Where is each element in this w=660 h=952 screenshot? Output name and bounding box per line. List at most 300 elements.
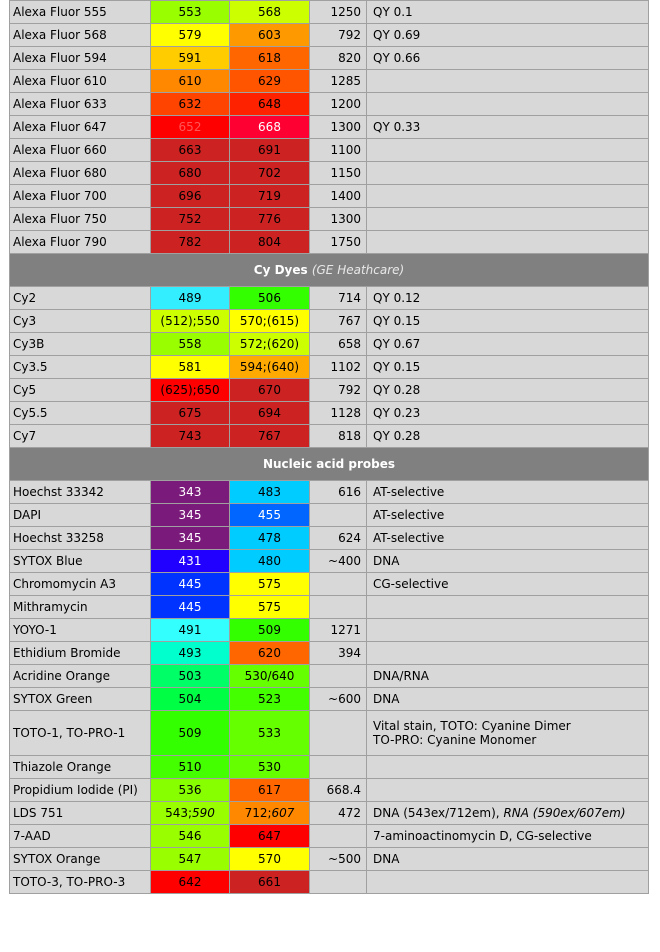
table-row [10, 711, 649, 756]
notes-text-line2: TO-PRO: Cyanine Monomer [373, 733, 537, 747]
emission-value: 670 [258, 383, 281, 397]
dye-name-cell [10, 425, 151, 448]
dye-name: Chromomycin A3 [13, 577, 117, 591]
dye-name-cell [10, 779, 151, 802]
dye-name-cell [10, 333, 151, 356]
dye-name: Hoechst 33342 [13, 485, 104, 499]
dye-name-cell [10, 802, 151, 825]
extinction-cell [310, 379, 367, 402]
emission-value: 483 [258, 485, 281, 499]
emission-value: 712; [244, 806, 272, 820]
notes-cell [367, 287, 649, 310]
notes-cell [367, 356, 649, 379]
excitation-cell [151, 402, 230, 425]
emission-value: 478 [258, 531, 281, 545]
extinction-cell [310, 481, 367, 504]
emission-value: 570;(615) [239, 314, 300, 328]
dye-name-cell [10, 47, 151, 70]
dye-name: Alexa Fluor 610 [13, 74, 107, 88]
excitation-value: 543; [165, 806, 193, 820]
excitation-value: (512);550 [160, 314, 220, 328]
excitation-value: 509 [178, 726, 202, 740]
emission-value-rna: 607 [271, 806, 295, 820]
notes-text: QY 0.33 [373, 120, 421, 134]
excitation-value: 536 [178, 783, 202, 797]
excitation-value: 591 [178, 51, 202, 65]
extinction-value: 767 [338, 314, 361, 328]
dye-name: SYTOX Blue [13, 554, 83, 568]
extinction-cell [310, 185, 367, 208]
excitation-cell [151, 185, 230, 208]
extinction-value: 1200 [330, 97, 361, 111]
notes-text: DNA [373, 852, 400, 866]
dye-name-cell [10, 871, 151, 894]
notes-text: DNA [373, 692, 400, 706]
extinction-value: 1285 [330, 74, 361, 88]
emission-value: 694 [258, 406, 281, 420]
excitation-cell [151, 527, 230, 550]
emission-cell [230, 24, 310, 47]
excitation-value: 489 [178, 291, 202, 305]
excitation-value-rna: 590 [192, 806, 215, 820]
emission-value: 767 [258, 429, 281, 443]
extinction-cell [310, 47, 367, 70]
dye-name-cell [10, 70, 151, 93]
emission-value: 719 [258, 189, 281, 203]
notes-cell [367, 825, 649, 848]
extinction-value: 472 [338, 806, 361, 820]
dye-name: Alexa Fluor 555 [13, 5, 107, 19]
notes-cell [367, 527, 649, 550]
emission-cell [230, 139, 310, 162]
dye-name: Propidium Iodide (PI) [13, 783, 138, 797]
emission-value: 533 [258, 726, 281, 740]
notes-cell [367, 550, 649, 573]
notes-cell [367, 379, 649, 402]
excitation-cell [151, 139, 230, 162]
extinction-value: 714 [338, 291, 361, 305]
excitation-cell [151, 711, 230, 756]
table-row [10, 425, 649, 448]
extinction-cell [310, 619, 367, 642]
notes-text: QY 0.69 [373, 28, 421, 42]
dye-name: Alexa Fluor 680 [13, 166, 107, 180]
table-row [10, 848, 649, 871]
dye-name-cell [10, 1, 151, 24]
excitation-value: 652 [178, 120, 202, 134]
notes-cell [367, 871, 649, 894]
dye-name: Cy7 [13, 429, 37, 443]
table-row [10, 802, 649, 825]
notes-cell [367, 70, 649, 93]
emission-value: 617 [258, 783, 281, 797]
notes-text: AT-selective [373, 508, 445, 522]
emission-value: 647 [258, 829, 281, 843]
emission-cell [230, 185, 310, 208]
extinction-cell [310, 402, 367, 425]
section-title-text: Cy Dyes [253, 263, 308, 277]
excitation-cell [151, 24, 230, 47]
notes-cell [367, 231, 649, 254]
emission-cell [230, 711, 310, 756]
excitation-value: 493 [178, 646, 202, 660]
notes-cell [367, 208, 649, 231]
extinction-cell [310, 527, 367, 550]
dye-name-cell [10, 93, 151, 116]
extinction-cell [310, 24, 367, 47]
excitation-value: 558 [178, 337, 202, 351]
notes-cell [367, 24, 649, 47]
table-row [10, 356, 649, 379]
emission-cell [230, 310, 310, 333]
dye-name: Alexa Fluor 700 [13, 189, 107, 203]
notes-text: QY 0.15 [373, 360, 421, 374]
emission-value: 530/640 [244, 669, 295, 683]
notes-cell [367, 47, 649, 70]
extinction-value: 1271 [330, 623, 361, 637]
extinction-value: 1150 [330, 166, 361, 180]
excitation-value: 632 [178, 97, 202, 111]
excitation-cell [151, 379, 230, 402]
notes-cell [367, 116, 649, 139]
emission-value: 568 [258, 5, 281, 19]
dye-name: Cy2 [13, 291, 37, 305]
extinction-cell [310, 779, 367, 802]
dye-name-cell [10, 185, 151, 208]
dye-name-cell [10, 24, 151, 47]
table-row [10, 1, 649, 24]
dye-name-cell [10, 573, 151, 596]
notes-cell [367, 185, 649, 208]
excitation-value: 663 [178, 143, 202, 157]
dye-name: Cy5 [13, 383, 37, 397]
extinction-value: 616 [338, 485, 361, 499]
notes-cell [367, 93, 649, 116]
excitation-cell [151, 504, 230, 527]
table-row [10, 504, 649, 527]
excitation-value: 642 [178, 875, 202, 889]
extinction-cell [310, 116, 367, 139]
notes-text: QY 0.12 [373, 291, 421, 305]
emission-cell [230, 848, 310, 871]
emission-cell [230, 70, 310, 93]
dye-name: Ethidium Bromide [13, 646, 121, 660]
excitation-cell [151, 573, 230, 596]
emission-value: 702 [258, 166, 281, 180]
extinction-cell [310, 573, 367, 596]
excitation-cell [151, 310, 230, 333]
dye-name-cell [10, 711, 151, 756]
extinction-value: 394 [338, 646, 361, 660]
notes-text: QY 0.23 [373, 406, 421, 420]
excitation-value: 610 [178, 74, 202, 88]
dye-name: Alexa Fluor 750 [13, 212, 107, 226]
excitation-cell [151, 665, 230, 688]
emission-cell [230, 208, 310, 231]
excitation-cell [151, 93, 230, 116]
dye-name: Alexa Fluor 594 [13, 51, 107, 65]
notes-text: QY 0.28 [373, 383, 421, 397]
dye-name: Cy3 [13, 314, 37, 328]
dye-name-cell [10, 825, 151, 848]
excitation-value: 431 [178, 554, 202, 568]
section-title [10, 254, 649, 287]
dye-name: YOYO-1 [13, 623, 57, 637]
extinction-cell [310, 1, 367, 24]
excitation-value: 343 [178, 485, 202, 499]
dye-name: Alexa Fluor 660 [13, 143, 107, 157]
emission-value: 648 [258, 97, 281, 111]
dye-name-cell [10, 481, 151, 504]
notes-cell [367, 162, 649, 185]
table-row [10, 481, 649, 504]
table-row [10, 596, 649, 619]
notes-cell [367, 310, 649, 333]
dye-name: DAPI [13, 508, 42, 522]
extinction-value: 668.4 [326, 783, 361, 797]
emission-value: 804 [258, 235, 281, 249]
emission-cell [230, 550, 310, 573]
table-row [10, 93, 649, 116]
extinction-cell [310, 802, 367, 825]
dye-name-cell [10, 402, 151, 425]
dye-name: Alexa Fluor 790 [13, 235, 107, 249]
dye-name: Acridine Orange [13, 669, 110, 683]
excitation-value: 547 [178, 852, 202, 866]
excitation-cell [151, 70, 230, 93]
table-row [10, 310, 649, 333]
extinction-value: ~400 [328, 554, 361, 568]
extinction-value: 1300 [330, 120, 361, 134]
emission-cell [230, 802, 310, 825]
dye-name-cell [10, 116, 151, 139]
excitation-cell [151, 1, 230, 24]
dye-name-cell [10, 665, 151, 688]
dye-name-cell [10, 310, 151, 333]
notes-text: AT-selective [373, 531, 445, 545]
emission-value: 572;(620) [239, 337, 300, 351]
excitation-value: 345 [178, 508, 202, 522]
notes-text: DNA (543ex/712em), [373, 806, 504, 820]
dye-name-cell [10, 756, 151, 779]
excitation-cell [151, 47, 230, 70]
dye-name: Alexa Fluor 568 [13, 28, 107, 42]
emission-value: 575 [258, 577, 281, 591]
emission-cell [230, 573, 310, 596]
notes-cell [367, 573, 649, 596]
table-row [10, 47, 649, 70]
table-row [10, 70, 649, 93]
table-row [10, 642, 649, 665]
emission-cell [230, 47, 310, 70]
emission-value: 530 [258, 760, 281, 774]
emission-cell [230, 665, 310, 688]
dye-name-cell [10, 162, 151, 185]
dye-name-cell [10, 139, 151, 162]
extinction-cell [310, 162, 367, 185]
dye-name-cell [10, 208, 151, 231]
excitation-cell [151, 116, 230, 139]
notes-cell [367, 619, 649, 642]
emission-value: 776 [258, 212, 281, 226]
excitation-cell [151, 287, 230, 310]
notes-text: QY 0.15 [373, 314, 421, 328]
extinction-value: 1102 [330, 360, 361, 374]
excitation-value: 504 [178, 692, 202, 706]
dye-name: LDS 751 [13, 806, 64, 820]
section-subtitle: (GE Heathcare) [311, 263, 405, 277]
excitation-cell [151, 231, 230, 254]
extinction-value: 624 [338, 531, 361, 545]
emission-cell [230, 93, 310, 116]
emission-value: 620 [258, 646, 281, 660]
dye-name: Mithramycin [13, 600, 88, 614]
dye-name: Alexa Fluor 633 [13, 97, 107, 111]
dye-name-cell [10, 642, 151, 665]
table-row [10, 24, 649, 47]
dye-name: TOTO-1, TO-PRO-1 [13, 726, 126, 740]
table-row [10, 402, 649, 425]
notes-cell [367, 333, 649, 356]
notes-text: QY 0.28 [373, 429, 421, 443]
extinction-cell [310, 333, 367, 356]
emission-value: 506 [258, 291, 281, 305]
excitation-cell [151, 802, 230, 825]
notes-cell [367, 711, 649, 756]
emission-cell [230, 231, 310, 254]
dye-name: TOTO-3, TO-PRO-3 [13, 875, 126, 889]
section-title-text: Nucleic acid probes [262, 457, 396, 471]
excitation-value: 445 [178, 600, 202, 614]
dye-name-cell [10, 688, 151, 711]
dye-name-cell [10, 596, 151, 619]
notes-text: DNA/RNA [373, 669, 429, 683]
emission-cell [230, 825, 310, 848]
emission-value: 618 [258, 51, 281, 65]
table-row [10, 231, 649, 254]
excitation-value: 675 [178, 406, 202, 420]
emission-value: 455 [258, 508, 281, 522]
extinction-value: 1300 [330, 212, 361, 226]
excitation-cell [151, 871, 230, 894]
emission-value: 603 [258, 28, 281, 42]
extinction-cell [310, 139, 367, 162]
table-row [10, 825, 649, 848]
dye-name-cell [10, 356, 151, 379]
extinction-value: ~600 [328, 692, 361, 706]
emission-value: 594;(640) [239, 360, 300, 374]
emission-cell [230, 162, 310, 185]
extinction-value: 792 [338, 28, 361, 42]
excitation-value: 581 [178, 360, 202, 374]
dye-name: Cy5.5 [13, 406, 48, 420]
table-row [10, 871, 649, 894]
notes-cell [367, 665, 649, 688]
excitation-value: 491 [178, 623, 202, 637]
excitation-cell [151, 356, 230, 379]
extinction-value: 820 [338, 51, 361, 65]
notes-cell [367, 848, 649, 871]
notes-text: 7-aminoactinomycin D, CG-selective [373, 829, 592, 843]
notes-text: DNA [373, 554, 400, 568]
excitation-cell [151, 162, 230, 185]
table-row [10, 779, 649, 802]
section-header [10, 448, 649, 481]
notes-cell [367, 504, 649, 527]
notes-text: Vital stain, TOTO: Cyanine Dimer [373, 719, 571, 733]
dye-name: Cy3B [13, 337, 45, 351]
table-row [10, 665, 649, 688]
emission-cell [230, 779, 310, 802]
extinction-cell [310, 688, 367, 711]
extinction-value: 1250 [330, 5, 361, 19]
extinction-value: ~500 [328, 852, 361, 866]
excitation-value: 553 [178, 5, 202, 19]
extinction-value: 1400 [330, 189, 361, 203]
notes-text: CG-selective [373, 577, 449, 591]
extinction-cell [310, 425, 367, 448]
notes-cell [367, 688, 649, 711]
table-row [10, 550, 649, 573]
notes-cell [367, 756, 649, 779]
emission-value: 661 [258, 875, 281, 889]
extinction-cell [310, 665, 367, 688]
section-title [10, 448, 649, 481]
emission-value: 629 [258, 74, 281, 88]
extinction-cell [310, 642, 367, 665]
extinction-cell [310, 287, 367, 310]
excitation-value: 680 [178, 166, 202, 180]
excitation-cell [151, 779, 230, 802]
extinction-value: 1128 [330, 406, 361, 420]
notes-cell [367, 1, 649, 24]
excitation-cell [151, 596, 230, 619]
dye-name-cell [10, 848, 151, 871]
extinction-value: 818 [338, 429, 361, 443]
dye-name-cell [10, 619, 151, 642]
notes-text: QY 0.1 [373, 5, 413, 19]
excitation-cell [151, 619, 230, 642]
notes-text: AT-selective [373, 485, 445, 499]
emission-value: 523 [258, 692, 281, 706]
dye-name-cell [10, 550, 151, 573]
extinction-cell [310, 871, 367, 894]
emission-value: 509 [258, 623, 281, 637]
emission-cell [230, 333, 310, 356]
extinction-cell [310, 550, 367, 573]
emission-cell [230, 356, 310, 379]
excitation-value: 579 [178, 28, 202, 42]
table-row [10, 527, 649, 550]
fluorophore-table [9, 0, 649, 894]
emission-cell [230, 379, 310, 402]
extinction-cell [310, 231, 367, 254]
emission-value: 575 [258, 600, 281, 614]
extinction-value: 658 [338, 337, 361, 351]
dye-name: Alexa Fluor 647 [13, 120, 107, 134]
notes-text-rna: RNA (590ex/607em) [503, 806, 626, 820]
extinction-cell [310, 756, 367, 779]
excitation-cell [151, 848, 230, 871]
excitation-value: 752 [178, 212, 202, 226]
emission-cell [230, 504, 310, 527]
emission-cell [230, 688, 310, 711]
excitation-value: 510 [178, 760, 202, 774]
table-row [10, 619, 649, 642]
dye-name-cell [10, 231, 151, 254]
notes-text: QY 0.66 [373, 51, 421, 65]
extinction-cell [310, 93, 367, 116]
